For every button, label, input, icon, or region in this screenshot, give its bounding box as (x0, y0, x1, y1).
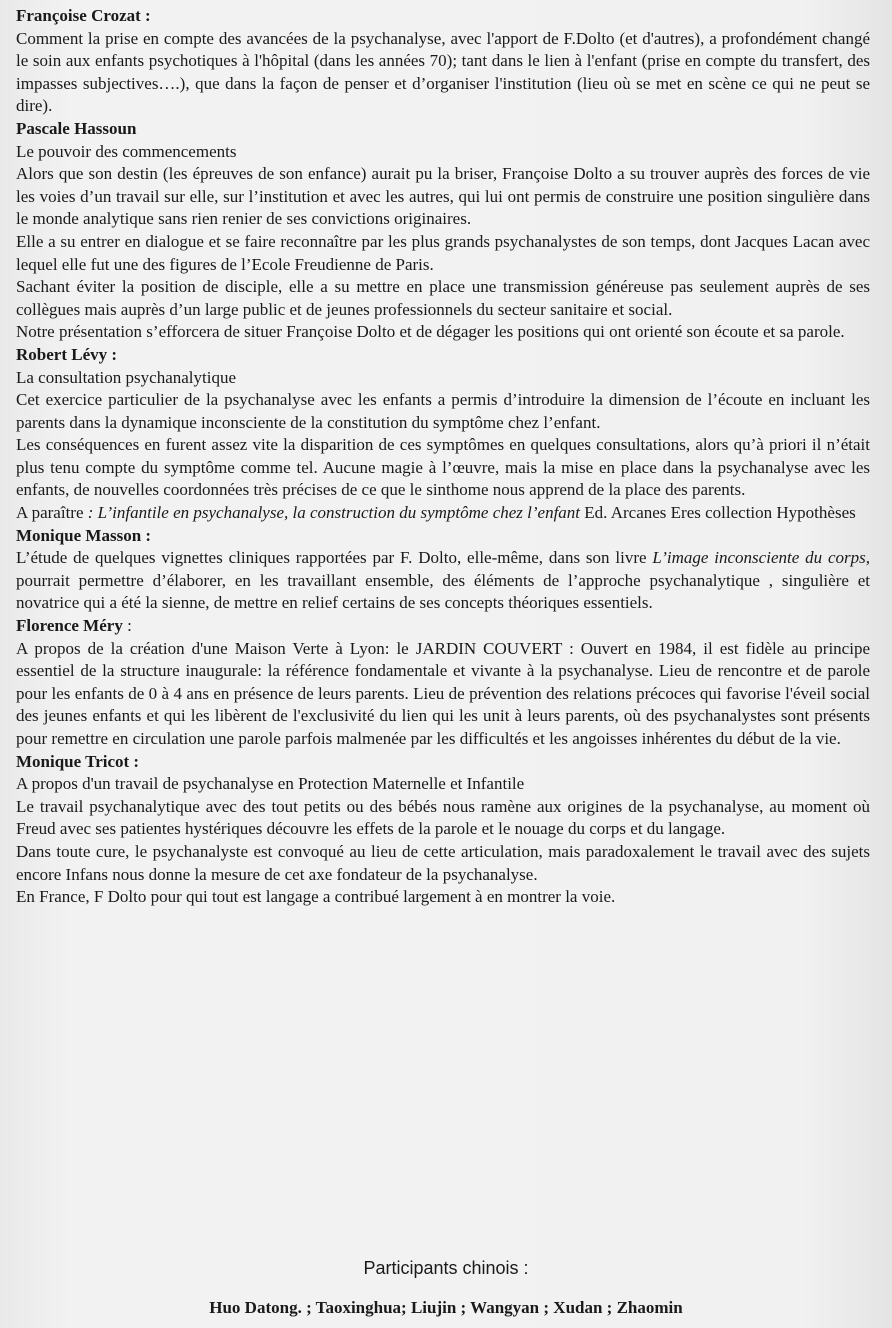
paragraph: A propos de la création d'une Maison Verte à Lyon: le JARDIN COUVERT : Ouvert en 1984, il est fidèle au principe essentiel de la structure inaugurale: la référence fondamentale et vivante à la psychanalyse. Lieu de rencontre et de parole pour les enfants de 0 à 4 ans en présence de leurs parents. Lieu de prévention des relations précoces qui favorise l'éveil social des jeunes enfants et qui les libèrent de l'exclusivité du lien qui les unit à leurs parents, où des psychanalystes sont présents pour remettre en circulation une parole parfois malmenée par les difficultés et les angoisses inhérentes du début de la vie. (16, 638, 870, 748)
participants-block (0, 1256, 892, 1319)
paragraph: Les conséquences en furent assez vite la disparition de ces symptômes en quelques consultations, alors qu’à priori il n’était plus tenu compte du symptôme comme tel. Aucune magie à l’œuvre, mais la mise en place dans la psychanalyse avec les enfants, de nouvelles coordonnées très précises de ce que le sinthome nous apprend de la place des parents. (16, 435, 870, 500)
paragraph: Sachant éviter la position de disciple, elle a su mettre en place une transmission généreuse pas seulement auprès de ses collègues mais auprès d’un large public et de jeunes professionnels du secteur sanitaire et social. (16, 277, 870, 319)
publication-title: L’infantile en psychanalyse, la construction du symptôme chez l’enfant (97, 503, 581, 523)
author-suffix: : (122, 616, 132, 636)
section-robert-levy (16, 344, 870, 525)
paragraph: Notre présentation s’efforcera de situer Françoise Dolto et de dégager les positions qui ont orienté son écoute et sa parole. (16, 322, 845, 342)
talk-title: A propos d'un travail de psychanalyse en Protection Maternelle et Infantile (16, 774, 525, 794)
publication-prefix: A paraître (16, 503, 88, 523)
paragraph: Elle a su entrer en dialogue et se faire reconnaître par les plus grands psychanalystes de son temps, dont Jacques Lacan avec lequel elle fut une des figures de l’Ecole Freudienne de Paris. (16, 231, 870, 274)
section-florence-mery (16, 615, 870, 751)
author-heading: Monique Masson : (16, 525, 152, 545)
author-heading: Françoise Crozat : (16, 6, 151, 25)
paragraph: Cet exercice particulier de la psychanalyse avec les enfants a permis d’introduire la dimension de l’écoute en incluant les parents dans la dynamique inconsciente de la constitution du symptôme chez l’enfant. (16, 390, 870, 432)
book-title: L’image inconsciente du corps (652, 548, 866, 568)
talk-title: La consultation psychanalytique (16, 367, 236, 387)
author-heading: Monique Tricot : (16, 751, 140, 771)
text-run: , pourrait permettre d’élaborer, en les travaillant ensemble, des éléments de l’approche psychanalytique , singulière et novatrice qui a été la sienne, de mettre en relief certains de ses concepts théoriques essentiels. (16, 548, 870, 613)
participants-title: Participants chinois : (363, 1258, 529, 1278)
paragraph (16, 547, 870, 615)
section-pascale-hassoun (16, 118, 870, 344)
author-heading (16, 615, 870, 638)
paragraph: Le travail psychanalytique avec des tout petits ou des bébés nous ramène aux origines de la psychanalyse, au moment où Freud avec ses patientes hystériques découvre les effets de la parole et le nouage du corps et du langage. (16, 796, 870, 839)
author-name: Florence Méry (16, 616, 123, 636)
talk-title: Le pouvoir des commencements (16, 141, 237, 161)
publication-suffix: Ed. Arcanes Eres collection Hypothèses (580, 503, 856, 523)
author-heading: Pascale Hassoun (16, 118, 137, 138)
publication-note (16, 502, 870, 525)
paragraph: Alors que son destin (les épreuves de son enfance) aurait pu la briser, Françoise Dolto a su trouver auprès des forces de vie les voies d’un travail sur elle, sur l’institution et avec les autres, qui lui ont permis de construire une position singulière dans le monde analytique sans rien renier de ses convictions originaires. (16, 164, 870, 229)
section-francoise-crozat (16, 5, 870, 118)
participants-names: Huo Datong. ; Taoxinghua; Liujin ; Wangyan ; Xudan ; Zhaomin (209, 1298, 683, 1317)
paragraph: Dans toute cure, le psychanalyste est convoqué au lieu de cette articulation, mais paradoxalement le travail avec des sujets encore Infans nous donne la mesure de cet axe fondateur de la psychanalyse. (16, 841, 870, 884)
publication-colon: : (87, 503, 98, 523)
paragraph: En France, F Dolto pour qui tout est langage a contribué largement à en montrer la voie. (16, 887, 616, 907)
section-monique-masson (16, 525, 870, 615)
text-run: L’étude de quelques vignettes cliniques rapportées par F. Dolto, elle-même, dans son livre (16, 548, 653, 568)
paragraph: Comment la prise en compte des avancées de la psychanalyse, avec l'apport de F.Dolto (et d'autres), a profondément changé le soin aux enfants psychotiques à l'hôpital (dans les années 70); tant dans le lien à l'enfant (prise en compte du transfert, des impasses subjectives….), que dans la façon de penser et d’organiser l'institution (lieu où se met en scène ce qui ne peut se dire). (16, 28, 870, 116)
section-monique-tricot (16, 751, 870, 909)
author-heading: Robert Lévy : (16, 344, 118, 364)
